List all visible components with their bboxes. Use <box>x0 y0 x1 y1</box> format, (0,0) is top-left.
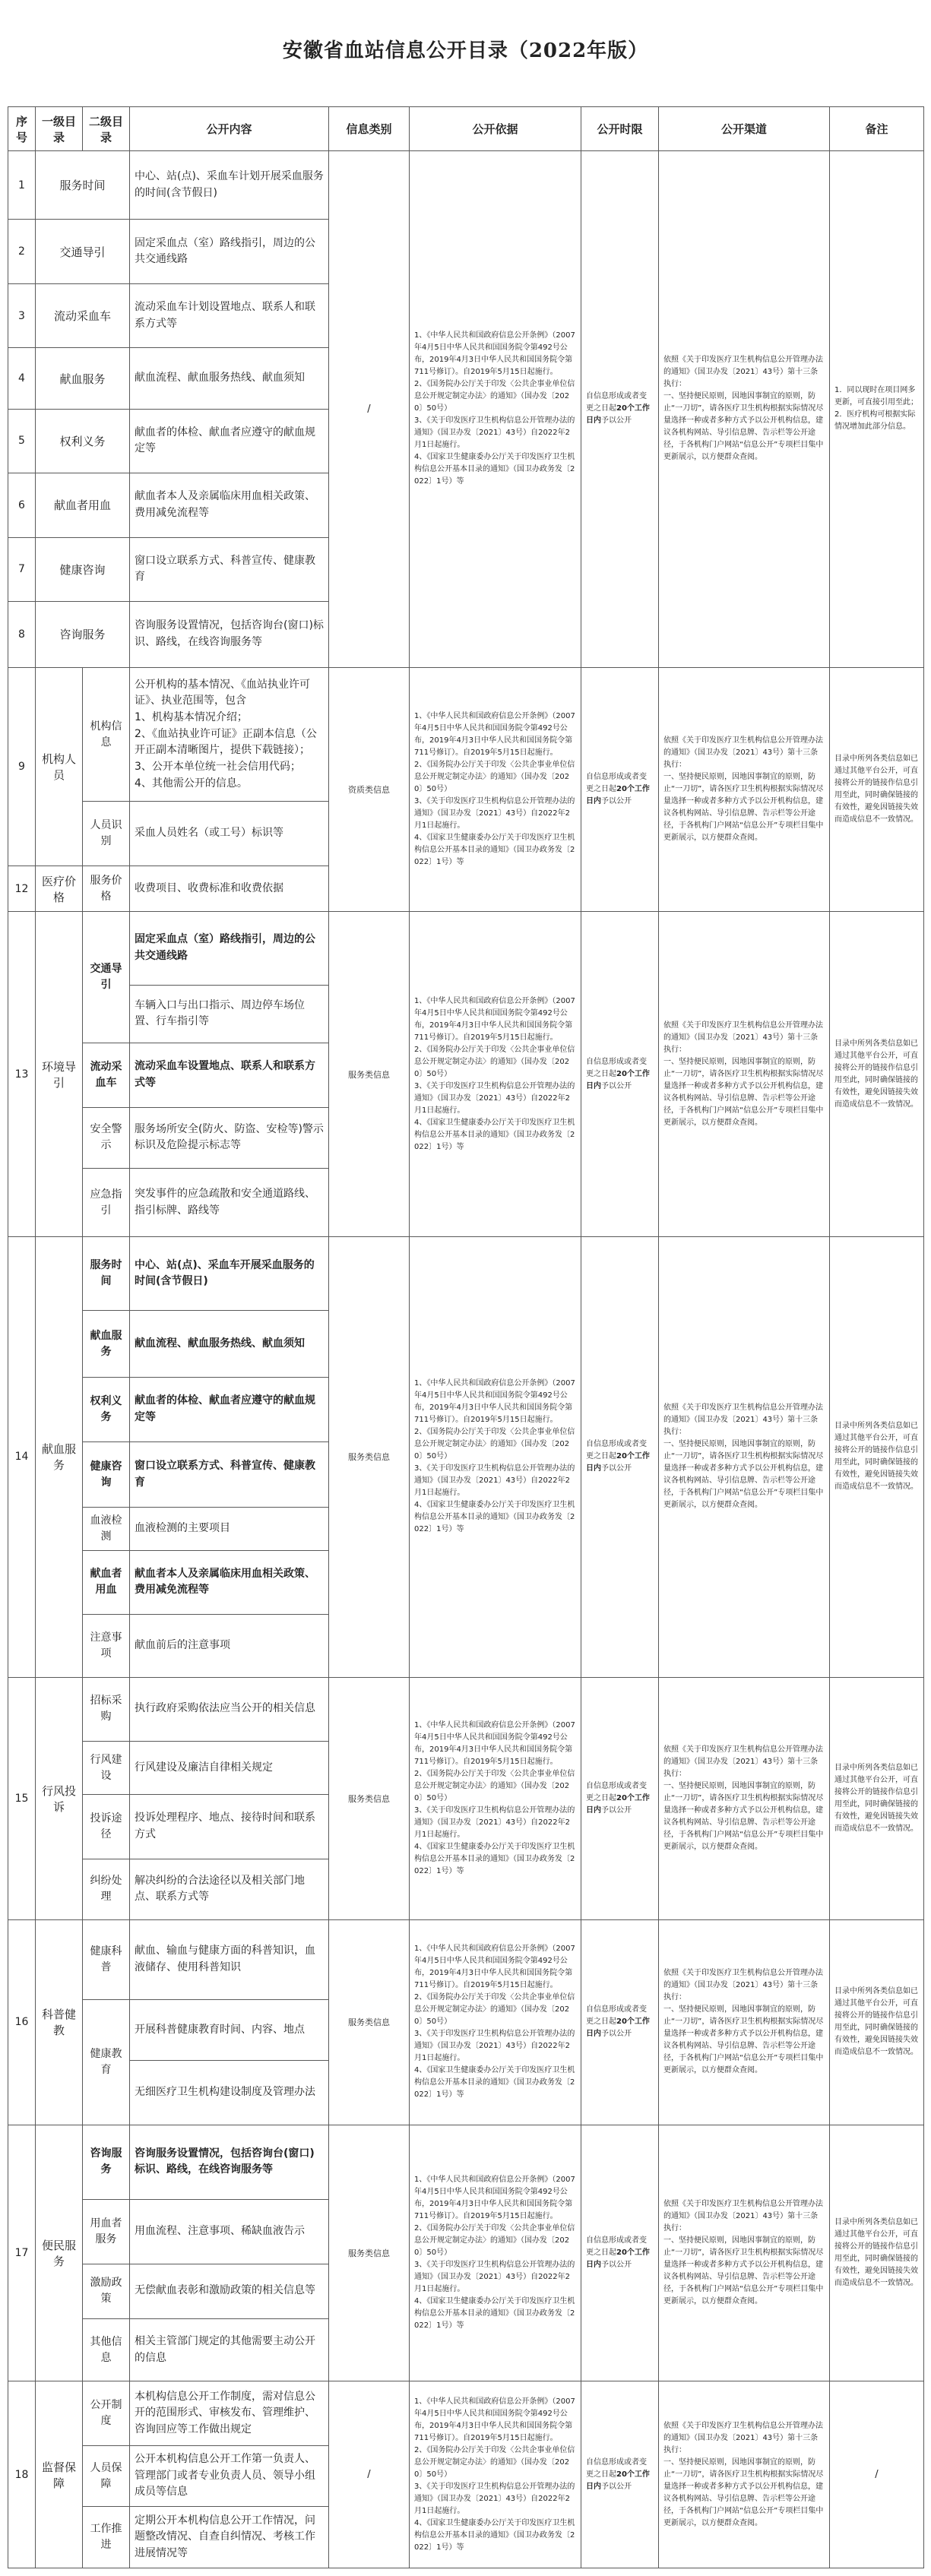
row-level2: 献血者用血 <box>83 1550 130 1614</box>
row-content: 无细医疗卫生机构建设制度及管理办法 <box>130 2061 329 2125</box>
row-level2: 行风建设 <box>83 1741 130 1794</box>
time-limit-bold: 20个工作日内 <box>586 404 650 426</box>
remark-cell: 目录中所列各类信息如已通过其他平台公开，可直接将公开的链接作信息引用至此，同时确保链接的有效性，避免因链接失效而造成信息不一致情况。 <box>830 1920 924 2125</box>
row-content: 投诉处理程序、地点、接待时间和联系方式 <box>130 1795 329 1859</box>
row-content: 行风建设及廉洁自律相关规定 <box>130 1741 329 1794</box>
row-seq: 9 <box>8 667 36 866</box>
time-limit-cell <box>581 1237 659 1677</box>
row-level2: 工作推进 <box>83 2507 130 2568</box>
row-level2: 流动采血车 <box>83 1043 130 1107</box>
header-level1: 一级目录 <box>36 107 83 151</box>
row-content: 窗口设立联系方式、科普宣传、健康教育 <box>130 537 329 601</box>
row-seq: 5 <box>8 409 36 473</box>
row-content: 采血人员姓名（或工号）标识等 <box>130 802 329 866</box>
category-cell: 服务类信息 <box>329 2125 410 2381</box>
row-content: 血液检测的主要项目 <box>130 1508 329 1550</box>
time-limit-cell <box>581 912 659 1237</box>
row-seq: 17 <box>8 2125 36 2381</box>
time-limit-suffix: 予以公开 <box>601 2030 632 2039</box>
table-row <box>8 2125 924 2200</box>
row-seq: 6 <box>8 473 36 537</box>
remark-cell: 目录中所列各类信息如已通过其他平台公开，可直接将公开的链接作信息引用至此，同时确保链接的有效性，避免因链接失效而造成信息不一致情况。 <box>830 667 924 912</box>
time-limit-prefix: 自信息形成或者变更之日起 <box>586 2005 647 2027</box>
table-row <box>8 151 924 220</box>
table-row <box>8 1920 924 2000</box>
row-content: 本机构信息公开工作制度，需对信息公开的范围形式、审核发布、管理维护、咨询回应等工作做出规定 <box>130 2381 329 2445</box>
row-content: 相关主管部门规定的其他需要主动公开的信息 <box>130 2318 329 2381</box>
row-level2: 纠纷处理 <box>83 1859 130 1919</box>
row-seq: 3 <box>8 283 36 347</box>
row-level2: 其他信息 <box>83 2318 130 2381</box>
row-level1: 流动采血车 <box>36 283 130 347</box>
time-limit-bold: 20个工作日内 <box>586 1069 650 1090</box>
row-content: 献血者本人及亲属临床用血相关政策、费用减免流程等 <box>130 473 329 537</box>
row-content: 献血者的体检、献血者应遵守的献血规定等 <box>130 1378 329 1441</box>
remark-cell: / <box>830 2381 924 2568</box>
channel-cell: 依照《关于印发医疗卫生机构信息公开管理办法的通知》（国卫办发〔2021〕43号）第十三条执行： 一、坚持便民原则，因地因事制宜的原则，防止“一刀切”，请各医疗卫生机构根据实际情况尽量选择一种或者多种方式予以公开机构信息，建议各机构网站、导引信息牌、告示栏等公开途径，于各机构门户网站“信息公开”专项栏目集中更新展示，以方便群众查阅。 <box>659 2125 830 2381</box>
time-limit-suffix: 予以公开 <box>601 796 632 805</box>
row-content: 车辆入口与出口指示、周边停车场位置、行车指引等 <box>130 985 329 1043</box>
basis-cell: 1、《中华人民共和国政府信息公开条例》（2007年4月5日中华人民共和国国务院令第492号公布，2019年4月3日中华人民共和国国务院令第711号修订）。自2019年5月15日起施行。 2、《国务院办公厅关于印发〈公共企事业单位信息公开规定制定办法〉的通知》（国办发〔2020〕50号） 3、《关于印发医疗卫生机构信息公开管理办法的通知》（国卫办发〔2021〕43号）自2022年2月1日起施行。 4、《国家卫生健康委办公厅关于印发医疗卫生机构信息公开基本目录的通知》（国卫办政务发〔2022〕1号）等 <box>410 1920 581 2125</box>
row-content: 献血者的体检、献血者应遵守的献血规定等 <box>130 409 329 473</box>
row-content: 献血流程、献血服务热线、献血须知 <box>130 1310 329 1377</box>
row-level2: 注意事项 <box>83 1615 130 1677</box>
row-seq: 2 <box>8 220 36 283</box>
time-limit-prefix: 自信息形成或者变更之日起 <box>586 1440 647 1461</box>
header-time-limit: 公开时限 <box>581 107 659 151</box>
row-level1: 监督保障 <box>36 2381 83 2568</box>
basis-cell: 1、《中华人民共和国政府信息公开条例》（2007年4月5日中华人民共和国国务院令第492号公布，2019年4月3日中华人民共和国国务院令第711号修订）。自2019年5月15日起施行。 2、《国务院办公厅关于印发〈公共企事业单位信息公开规定制定办法〉的通知》（国办发〔2020〕50号） 3、《关于印发医疗卫生机构信息公开管理办法的通知》（国卫办发〔2021〕43号）自2022年2月1日起施行。 4、《国家卫生健康委办公厅关于印发医疗卫生机构信息公开基本目录的通知》（国卫办政务发〔2022〕1号）等 <box>410 151 581 668</box>
row-level2: 投诉途径 <box>83 1795 130 1859</box>
basis-cell: 1、《中华人民共和国政府信息公开条例》（2007年4月5日中华人民共和国国务院令第492号公布，2019年4月3日中华人民共和国国务院令第711号修订）。自2019年5月15日起施行。 2、《国务院办公厅关于印发〈公共企事业单位信息公开规定制定办法〉的通知》（国办发〔2020〕50号） 3、《关于印发医疗卫生机构信息公开管理办法的通知》（国卫办发〔2021〕43号）自2022年2月1日起施行。 4、《国家卫生健康委办公厅关于印发医疗卫生机构信息公开基本目录的通知》（国卫办政务发〔2022〕1号）等 <box>410 667 581 912</box>
header-category: 信息类别 <box>329 107 410 151</box>
row-seq: 16 <box>8 1920 36 2125</box>
row-content: 服务场所安全(防火、防盗、安检等)警示标识及危险提示标志等 <box>130 1107 329 1168</box>
row-content: 咨询服务设置情况，包括咨询台(窗口)标识、路线，在线咨询服务等 <box>130 602 329 667</box>
row-content: 献血前后的注意事项 <box>130 1615 329 1677</box>
row-content: 固定采血点（室）路线指引，周边的公共交通线路 <box>130 220 329 283</box>
time-limit-prefix: 自信息形成或者变更之日起 <box>586 1781 647 1802</box>
header-channel: 公开渠道 <box>659 107 830 151</box>
row-level2: 公开制度 <box>83 2381 130 2445</box>
header-row <box>8 107 924 151</box>
row-content: 窗口设立联系方式、科普宣传、健康教育 <box>130 1441 329 1507</box>
row-level1: 行风投诉 <box>36 1677 83 1920</box>
row-level2: 服务价格 <box>83 866 130 911</box>
row-content: 献血者本人及亲属临床用血相关政策、费用减免流程等 <box>130 1550 329 1614</box>
row-level1: 科普健教 <box>36 1920 83 2125</box>
row-content: 开展科普健康教育时间、内容、地点 <box>130 1999 329 2060</box>
row-level2: 人员识别 <box>83 802 130 866</box>
basis-cell: 1、《中华人民共和国政府信息公开条例》（2007年4月5日中华人民共和国国务院令第492号公布，2019年4月3日中华人民共和国国务院令第711号修订）。自2019年5月15日起施行。 2、《国务院办公厅关于印发〈公共企事业单位信息公开规定制定办法〉的通知》（国办发〔2020〕50号） 3、《关于印发医疗卫生机构信息公开管理办法的通知》（国卫办发〔2021〕43号）自2022年2月1日起施行。 4、《国家卫生健康委办公厅关于印发医疗卫生机构信息公开基本目录的通知》（国卫办政务发〔2022〕1号）等 <box>410 1677 581 1920</box>
row-level1: 环境导引 <box>36 912 83 1237</box>
basis-cell: 1、《中华人民共和国政府信息公开条例》（2007年4月5日中华人民共和国国务院令第492号公布，2019年4月3日中华人民共和国国务院令第711号修订）。自2019年5月15日起施行。 2、《国务院办公厅关于印发〈公共企事业单位信息公开规定制定办法〉的通知》（国办发〔2020〕50号） 3、《关于印发医疗卫生机构信息公开管理办法的通知》（国卫办发〔2021〕43号）自2022年2月1日起施行。 4、《国家卫生健康委办公厅关于印发医疗卫生机构信息公开基本目录的通知》（国卫办政务发〔2022〕1号）等 <box>410 912 581 1237</box>
row-seq: 8 <box>8 602 36 667</box>
disclosure-table <box>8 106 924 2568</box>
time-limit-cell <box>581 1920 659 2125</box>
row-content: 献血、输血与健康方面的科普知识，血液储存、使用科普知识 <box>130 1920 329 2000</box>
row-seq: 12 <box>8 866 36 911</box>
category-cell: / <box>329 151 410 668</box>
row-content: 解决纠纷的合法途径以及相关部门地点、联系方式等 <box>130 1859 329 1919</box>
row-content: 流动采血车计划设置地点、联系人和联系方式等 <box>130 283 329 347</box>
channel-cell: 依照《关于印发医疗卫生机构信息公开管理办法的通知》（国卫办发〔2021〕43号）第十三条执行： 一、坚持便民原则，因地因事制宜的原则，防止“一刀切”，请各医疗卫生机构根据实际情况尽量选择一种或者多种方式予以公开机构信息，建议各机构网站、导引信息牌、告示栏等公开途径，于各机构门户网站“信息公开”专项栏目集中更新展示，以方便群众查阅。 <box>659 1677 830 1920</box>
header-level2: 二级目录 <box>83 107 130 151</box>
time-limit-bold: 20个工作日内 <box>586 784 650 805</box>
category-cell: 服务类信息 <box>329 1920 410 2125</box>
time-limit-bold: 20个工作日内 <box>586 1452 650 1473</box>
row-content: 公开本机构信息公开工作第一负责人、管理部门或者专业负责人员、领导小组成员等信息 <box>130 2445 329 2506</box>
basis-cell: 1、《中华人民共和国政府信息公开条例》（2007年4月5日中华人民共和国国务院令第492号公布，2019年4月3日中华人民共和国国务院令第711号修订）。自2019年5月15日起施行。 2、《国务院办公厅关于印发〈公共企事业单位信息公开规定制定办法〉的通知》（国办发〔2020〕50号） 3、《关于印发医疗卫生机构信息公开管理办法的通知》（国卫办发〔2021〕43号）自2022年2月1日起施行。 4、《国家卫生健康委办公厅关于印发医疗卫生机构信息公开基本目录的通知》（国卫办政务发〔2022〕1号）等 <box>410 2381 581 2568</box>
time-limit-bold: 20个工作日内 <box>586 2470 650 2491</box>
row-content: 用血流程、注意事项、稀缺血液告示 <box>130 2200 329 2264</box>
remark-cell: 目录中所列各类信息如已通过其他平台公开，可直接将公开的链接作信息引用至此，同时确保链接的有效性，避免因链接失效而造成信息不一致情况。 <box>830 1677 924 1920</box>
remark-cell: 1．同以现时在项目网多更新，可直接引用至此； 2．医疗机构可根据实际情况增加此部分信息。 <box>830 151 924 668</box>
row-level2: 权利义务 <box>83 1378 130 1441</box>
row-level1: 健康咨询 <box>36 537 130 601</box>
row-level2: 应急指引 <box>83 1169 130 1237</box>
time-limit-prefix: 自信息形成或者变更之日起 <box>586 1057 647 1078</box>
time-limit-cell <box>581 2381 659 2568</box>
channel-cell: 依照《关于印发医疗卫生机构信息公开管理办法的通知》（国卫办发〔2021〕43号）第十三条执行： 一、坚持便民原则，因地因事制宜的原则，防止“一刀切”，请各医疗卫生机构根据实际情况尽量选择一种或者多种方式予以公开机构信息，建议各机构网站、导引信息牌、告示栏等公开途径，于各机构门户网站“信息公开”专项栏目集中更新展示，以方便群众查阅。 <box>659 2381 830 2568</box>
row-level1: 献血服务 <box>36 348 130 409</box>
table-row <box>8 667 924 802</box>
category-cell: 服务类信息 <box>329 912 410 1237</box>
row-level1: 医疗价格 <box>36 866 83 911</box>
time-limit-prefix: 自信息形成或者变更之日起 <box>586 2457 647 2479</box>
time-limit-cell <box>581 667 659 912</box>
time-limit-prefix: 自信息形成或者变更之日起 <box>586 2236 647 2257</box>
row-level2: 交通导引 <box>83 912 130 1043</box>
channel-cell: 依照《关于印发医疗卫生机构信息公开管理办法的通知》（国卫办发〔2021〕43号）第十三条执行： 一、坚持便民原则，因地因事制宜的原则，防止“一刀切”，请各医疗卫生机构根据实际情况尽量选择一种或者多种方式予以公开机构信息，建议各机构网站、导引信息牌、告示栏等公开途径，于各机构门户网站“信息公开”专项栏目集中更新展示，以方便群众查阅。 <box>659 1920 830 2125</box>
table-row <box>8 1677 924 1741</box>
row-level1: 机构人员 <box>36 667 83 866</box>
channel-cell: 依照《关于印发医疗卫生机构信息公开管理办法的通知》（国卫办发〔2021〕43号）第十三条执行： 一、坚持便民原则，因地因事制宜的原则，防止“一刀切”，请各医疗卫生机构根据实际情况尽量选择一种或者多种方式予以公开机构信息，建议各机构网站、导引信息牌、告示栏等公开途径，于各机构门户网站“信息公开”专项栏目集中更新展示，以方便群众查阅。 <box>659 667 830 912</box>
row-level1: 交通导引 <box>36 220 130 283</box>
row-content: 突发事件的应急疏散和安全通道路线、指引标牌、路线等 <box>130 1169 329 1237</box>
time-limit-prefix: 自信息形成或者变更之日起 <box>586 772 647 793</box>
row-content: 中心、站(点)、采血车开展采血服务的时间(含节假日) <box>130 1237 329 1311</box>
row-content: 公开机构的基本情况、《血站执业许可证》、执业范围等，包含 1、机构基本情况介绍； 2、《血站执业许可证》正副本信息（公开正副本清晰图片，提供下载链接）； 3、公开本单位统一社会信用代码； 4、其他需公开的信息。 <box>130 667 329 802</box>
header-content: 公开内容 <box>130 107 329 151</box>
category-cell: 资质类信息 <box>329 667 410 912</box>
time-limit-cell <box>581 2125 659 2381</box>
basis-cell: 1、《中华人民共和国政府信息公开条例》（2007年4月5日中华人民共和国国务院令第492号公布，2019年4月3日中华人民共和国国务院令第711号修订）。自2019年5月15日起施行。 2、《国务院办公厅关于印发〈公共企事业单位信息公开规定制定办法〉的通知》（国办发〔2020〕50号） 3、《关于印发医疗卫生机构信息公开管理办法的通知》（国卫办发〔2021〕43号）自2022年2月1日起施行。 4、《国家卫生健康委办公厅关于印发医疗卫生机构信息公开基本目录的通知》（国卫办政务发〔2022〕1号）等 <box>410 2125 581 2381</box>
row-level2: 健康教育 <box>83 1999 130 2125</box>
channel-cell: 依照《关于印发医疗卫生机构信息公开管理办法的通知》（国卫办发〔2021〕43号）第十三条执行： 一、坚持便民原则，因地因事制宜的原则，防止“一刀切”，请各医疗卫生机构根据实际情况尽量选择一种或者多种方式予以公开机构信息，建议各机构网站、导引信息牌、告示栏等公开途径，于各机构门户网站“信息公开”专项栏目集中更新展示，以方便群众查阅。 <box>659 1237 830 1677</box>
row-level2: 健康咨询 <box>83 1441 130 1507</box>
header-basis: 公开依据 <box>410 107 581 151</box>
row-level1: 服务时间 <box>36 151 130 220</box>
row-level1: 便民服务 <box>36 2125 83 2381</box>
row-level2: 安全警示 <box>83 1107 130 1168</box>
time-limit-prefix: 自信息形成或者变更之日起 <box>586 392 647 413</box>
row-content: 流动采血车设置地点、联系人和联系方式等 <box>130 1043 329 1107</box>
row-level2: 用血者服务 <box>83 2200 130 2264</box>
category-cell: 服务类信息 <box>329 1237 410 1677</box>
time-limit-cell <box>581 1677 659 1920</box>
remark-cell: 目录中所列各类信息如已通过其他平台公开，可直接将公开的链接作信息引用至此，同时确保链接的有效性，避免因链接失效而造成信息不一致情况。 <box>830 2125 924 2381</box>
table-row <box>8 2381 924 2445</box>
row-level2: 咨询服务 <box>83 2125 130 2200</box>
time-limit-suffix: 予以公开 <box>601 416 632 426</box>
time-limit-suffix: 予以公开 <box>601 1464 632 1473</box>
row-content: 定期公开本机构信息公开工作情况，问题整改情况、自查自纠情况、考核工作进展情况等 <box>130 2507 329 2568</box>
row-content: 无偿献血表彰和激励政策的相关信息等 <box>130 2264 329 2318</box>
row-level2: 健康科普 <box>83 1920 130 2000</box>
row-content: 咨询服务设置情况，包括咨询台(窗口)标识、路线，在线咨询服务等 <box>130 2125 329 2200</box>
row-level2: 人员保障 <box>83 2445 130 2506</box>
row-seq: 1 <box>8 151 36 220</box>
row-content: 固定采血点（室）路线指引，周边的公共交通线路 <box>130 912 329 986</box>
time-limit-suffix: 予以公开 <box>601 1805 632 1815</box>
row-level2: 服务时间 <box>83 1237 130 1311</box>
row-seq: 18 <box>8 2381 36 2568</box>
header-seq: 序号 <box>8 107 36 151</box>
row-level2: 血液检测 <box>83 1508 130 1550</box>
time-limit-bold: 20个工作日内 <box>586 2248 650 2269</box>
remark-cell: 目录中所列各类信息如已通过其他平台公开，可直接将公开的链接作信息引用至此，同时确保链接的有效性，避免因链接失效而造成信息不一致情况。 <box>830 912 924 1237</box>
row-content: 中心、站(点)、采血车计划开展采血服务的时间(含节假日) <box>130 151 329 220</box>
row-level1: 咨询服务 <box>36 602 130 667</box>
time-limit-suffix: 予以公开 <box>601 2482 632 2491</box>
row-level2: 机构信息 <box>83 667 130 802</box>
row-level2: 激励政策 <box>83 2264 130 2318</box>
row-level2: 招标采购 <box>83 1677 130 1741</box>
category-cell: 服务类信息 <box>329 1677 410 1920</box>
time-limit-suffix: 予以公开 <box>601 2260 632 2269</box>
time-limit-bold: 20个工作日内 <box>586 1793 650 1815</box>
row-seq: 15 <box>8 1677 36 1920</box>
time-limit-cell <box>581 151 659 668</box>
row-level1: 献血服务 <box>36 1237 83 1677</box>
table-row <box>8 1237 924 1311</box>
channel-cell: 依照《关于印发医疗卫生机构信息公开管理办法的通知》（国卫办发〔2021〕43号）第十三条执行： 一、坚持便民原则，因地因事制宜的原则，防止“一刀切”，请各医疗卫生机构根据实际情况尽量选择一种或者多种方式予以公开机构信息，建议各机构网站、导引信息牌、告示栏等公开途径，于各机构门户网站“信息公开”专项栏目集中更新展示，以方便群众查阅。 <box>659 912 830 1237</box>
table-row <box>8 912 924 986</box>
page-title: 安徽省血站信息公开目录（2022年版） <box>282 40 649 62</box>
channel-cell: 依照《关于印发医疗卫生机构信息公开管理办法的通知》（国卫办发〔2021〕43号）第十三条执行： 一、坚持便民原则，因地因事制宜的原则，防止“一刀切”，请各医疗卫生机构根据实际情况尽量选择一种或者多种方式予以公开机构信息，建议各机构网站、导引信息牌、告示栏等公开途径，于各机构门户网站“信息公开”专项栏目集中更新展示，以方便群众查阅。 <box>659 151 830 668</box>
category-cell: / <box>329 2381 410 2568</box>
row-content: 执行政府采购依法应当公开的相关信息 <box>130 1677 329 1741</box>
time-limit-suffix: 予以公开 <box>601 1081 632 1090</box>
row-level2: 献血服务 <box>83 1310 130 1377</box>
time-limit-bold: 20个工作日内 <box>586 2017 650 2039</box>
row-seq: 13 <box>8 912 36 1237</box>
basis-cell: 1、《中华人民共和国政府信息公开条例》（2007年4月5日中华人民共和国国务院令第492号公布，2019年4月3日中华人民共和国国务院令第711号修订）。自2019年5月15日起施行。 2、《国务院办公厅关于印发〈公共企事业单位信息公开规定制定办法〉的通知》（国办发〔2020〕50号） 3、《关于印发医疗卫生机构信息公开管理办法的通知》（国卫办发〔2021〕43号）自2022年2月1日起施行。 4、《国家卫生健康委办公厅关于印发医疗卫生机构信息公开基本目录的通知》（国卫办政务发〔2022〕1号）等 <box>410 1237 581 1677</box>
row-level1: 权利义务 <box>36 409 130 473</box>
row-level1: 献血者用血 <box>36 473 130 537</box>
remark-cell: 目录中所列各类信息如已通过其他平台公开，可直接将公开的链接作信息引用至此，同时确保链接的有效性，避免因链接失效而造成信息不一致情况。 <box>830 1237 924 1677</box>
row-seq: 7 <box>8 537 36 601</box>
row-seq: 4 <box>8 348 36 409</box>
header-remark: 备注 <box>830 107 924 151</box>
row-seq: 14 <box>8 1237 36 1677</box>
row-content: 献血流程、献血服务热线、献血须知 <box>130 348 329 409</box>
row-content: 收费项目、收费标准和收费依据 <box>130 866 329 911</box>
